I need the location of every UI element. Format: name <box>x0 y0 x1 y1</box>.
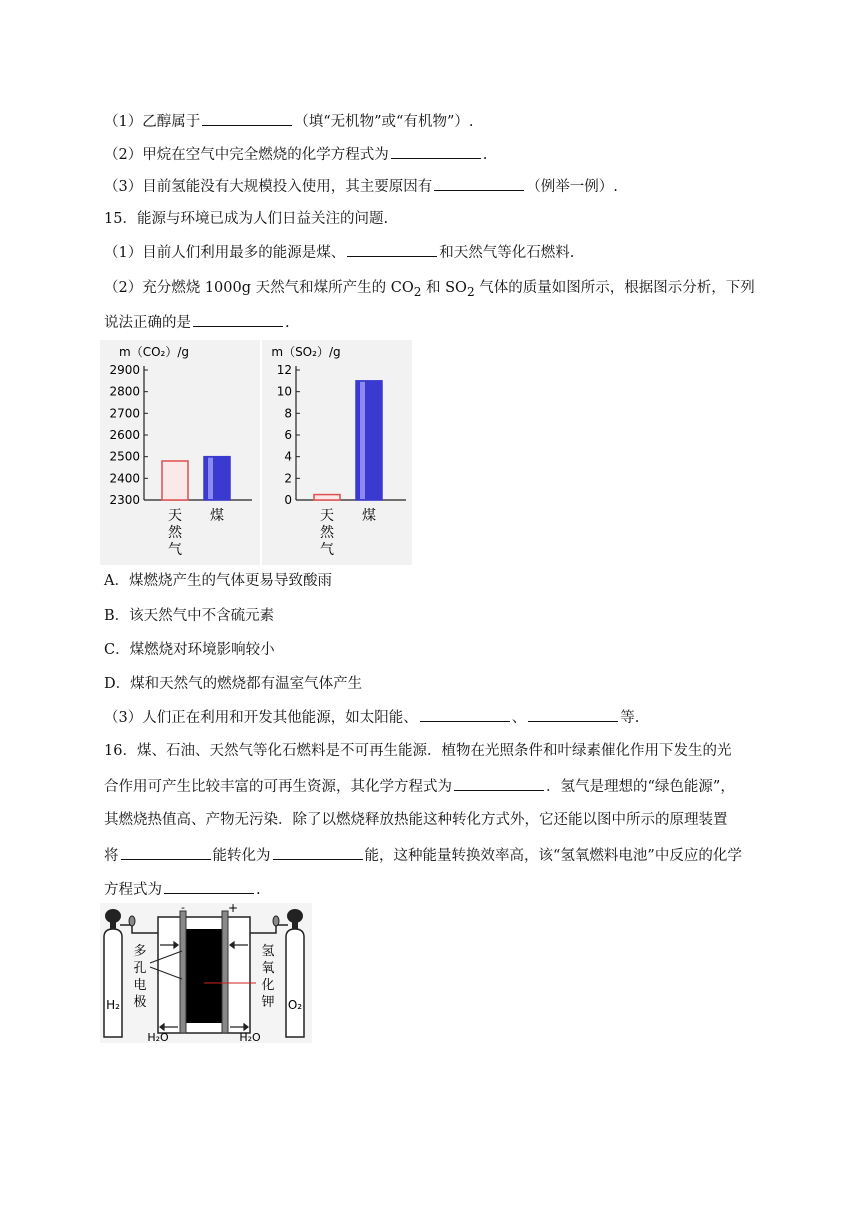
text-segment: 说法正确的是 <box>104 315 191 331</box>
y-tick-label: 2700 <box>109 406 140 421</box>
right-valve <box>273 916 279 926</box>
negative-electrode <box>180 911 186 1033</box>
y-tick-label: 6 <box>284 428 292 442</box>
left-valve <box>129 916 135 926</box>
porous-char: 极 <box>133 995 147 1010</box>
answer-blank[interactable] <box>202 111 292 126</box>
bar-highlight <box>360 382 365 499</box>
chart-ylabel: m（SO₂）/g <box>271 345 341 359</box>
text-segment: 能转化为 <box>212 848 271 864</box>
text-segment: 和 SO <box>421 280 467 296</box>
text-segment: . <box>285 315 290 331</box>
subscript: 2 <box>413 284 422 299</box>
category-label: 气 <box>168 542 182 558</box>
category-label: 煤 <box>362 508 376 524</box>
y-tick-label: 8 <box>284 406 292 421</box>
koh-char: 氢 <box>261 944 275 959</box>
q14-part3 <box>104 176 618 197</box>
y-tick-label: 0 <box>284 493 292 507</box>
y-tick-label: 12 <box>276 363 292 377</box>
bar-natural-gas <box>162 461 188 500</box>
option-b[interactable]: B．该天然气中不含硫元素 <box>104 608 275 624</box>
q15-part3 <box>104 707 639 728</box>
q16-line3: 其燃烧热值高、产物无污染．除了以燃烧释放热能这种转化方式外，它还能以图中所示的原理装置 <box>104 812 728 828</box>
koh-char: 钾 <box>261 995 275 1010</box>
y-tick-label: 4 <box>284 449 292 464</box>
q15-p1-post: 和天然气等化石燃料. <box>439 245 575 261</box>
h2o-right-label: H₂O <box>239 1031 261 1043</box>
q15-part2-line2 <box>104 312 290 333</box>
answer-blank[interactable] <box>164 879 254 894</box>
subscript: 2 <box>466 284 475 299</box>
q14-part1 <box>104 111 474 132</box>
category-label: 然 <box>168 525 182 541</box>
y-tick-label: 2600 <box>109 428 140 442</box>
positive-electrode <box>222 911 228 1033</box>
text-segment: （3）人们正在利用和开发其他能源，如太阳能、 <box>104 710 418 726</box>
q16-line2 <box>104 776 735 797</box>
bar-coal <box>356 381 382 500</box>
q16-line5 <box>104 879 261 900</box>
y-tick-label: 10 <box>276 384 292 399</box>
text-segment: 方程式为 <box>104 882 162 898</box>
text-segment: ．氢气是理想的“绿色能源”， <box>546 779 735 795</box>
q14-p1-post: （填“无机物”或“有机物”）. <box>294 114 474 130</box>
text-segment: 合作用可产生比较丰富的可再生资源，其化学方程式为 <box>104 779 452 795</box>
q14-p1-pre: （1）乙醇属于 <box>104 114 201 130</box>
q15-stem: 15．能源与环境已成为人们日益关注的问题. <box>104 211 389 227</box>
text-segment: 等. <box>620 710 640 726</box>
koh-char: 化 <box>261 978 275 993</box>
text-segment: 、 <box>511 710 527 726</box>
category-label: 然 <box>320 525 334 541</box>
koh-electrolyte <box>186 929 222 1023</box>
y-tick-label: 2800 <box>109 384 140 399</box>
q14-p2-pre: （2）甲烷在空气中完全燃烧的化学方程式为 <box>104 147 389 163</box>
text-segment: . <box>256 882 261 898</box>
category-label: 煤 <box>210 508 224 524</box>
q14-p2-post: . <box>482 147 488 163</box>
text-segment: 将 <box>104 848 119 864</box>
answer-blank[interactable] <box>193 312 283 327</box>
koh-char: 氧 <box>261 961 275 976</box>
h2-label: H₂ <box>106 998 120 1012</box>
answer-blank[interactable] <box>391 144 481 159</box>
y-tick-label: 2500 <box>109 449 140 464</box>
answer-blank[interactable] <box>454 776 544 791</box>
q14-part2 <box>104 144 487 165</box>
option-c[interactable]: C．煤燃烧对环境影响较小 <box>104 642 275 658</box>
answer-blank[interactable] <box>273 845 363 860</box>
q15-part2-line1 <box>104 278 755 302</box>
plus-sign: + <box>227 903 239 915</box>
category-label: 天 <box>168 508 182 524</box>
bar-highlight <box>208 458 213 499</box>
fuel-cell-diagram <box>100 903 312 1043</box>
so2-bar-chart <box>262 340 412 565</box>
category-label: 天 <box>320 508 334 524</box>
option-a[interactable]: A．煤燃烧产生的气体更易导致酸雨 <box>104 573 332 589</box>
q14-p3-post: （例举一例）. <box>526 179 618 195</box>
co2-bar-chart <box>100 340 260 565</box>
porous-char: 电 <box>133 978 147 993</box>
o2-label: O₂ <box>287 998 303 1012</box>
porous-char: 孔 <box>133 961 147 976</box>
text-segment: 气体的质量如图所示，根据图示分析，下列 <box>474 280 755 296</box>
text-segment: （2）充分燃烧 1000g 天然气和煤所产生的 CO <box>104 280 414 296</box>
q16-line4 <box>104 845 742 866</box>
y-tick-label: 2900 <box>109 363 140 377</box>
q16-line1: 16．煤、石油、天然气等化石燃料是不可再生能源．植物在光照条件和叶绿素催化作用下发生的光 <box>104 743 732 759</box>
y-tick-label: 2 <box>284 471 292 486</box>
answer-blank[interactable] <box>528 707 618 722</box>
answer-blank[interactable] <box>121 845 211 860</box>
chart-ylabel: m（CO₂）/g <box>119 345 189 359</box>
q15-part1 <box>104 242 574 263</box>
porous-char: 多 <box>133 944 147 959</box>
minus-sign: - <box>181 903 185 914</box>
q15-p1-pre: （1）目前人们利用最多的能源是煤、 <box>104 245 346 261</box>
answer-blank[interactable] <box>434 176 524 191</box>
y-tick-label: 2300 <box>109 493 140 507</box>
answer-blank[interactable] <box>347 242 437 257</box>
q14-p3-pre: （3）目前氢能没有大规模投入使用，其主要原因有 <box>104 179 433 195</box>
bar-natural-gas <box>314 495 340 500</box>
h2o-left-label: H₂O <box>147 1031 169 1043</box>
answer-blank[interactable] <box>420 707 510 722</box>
option-d[interactable]: D．煤和天然气的燃烧都有温室气体产生 <box>104 676 363 692</box>
text-segment: 能，这种能量转换效率高，该“氢氧燃料电池”中反应的化学 <box>364 848 742 864</box>
category-label: 气 <box>320 542 334 558</box>
bar-coal <box>204 457 230 500</box>
y-tick-label: 2400 <box>109 471 140 486</box>
